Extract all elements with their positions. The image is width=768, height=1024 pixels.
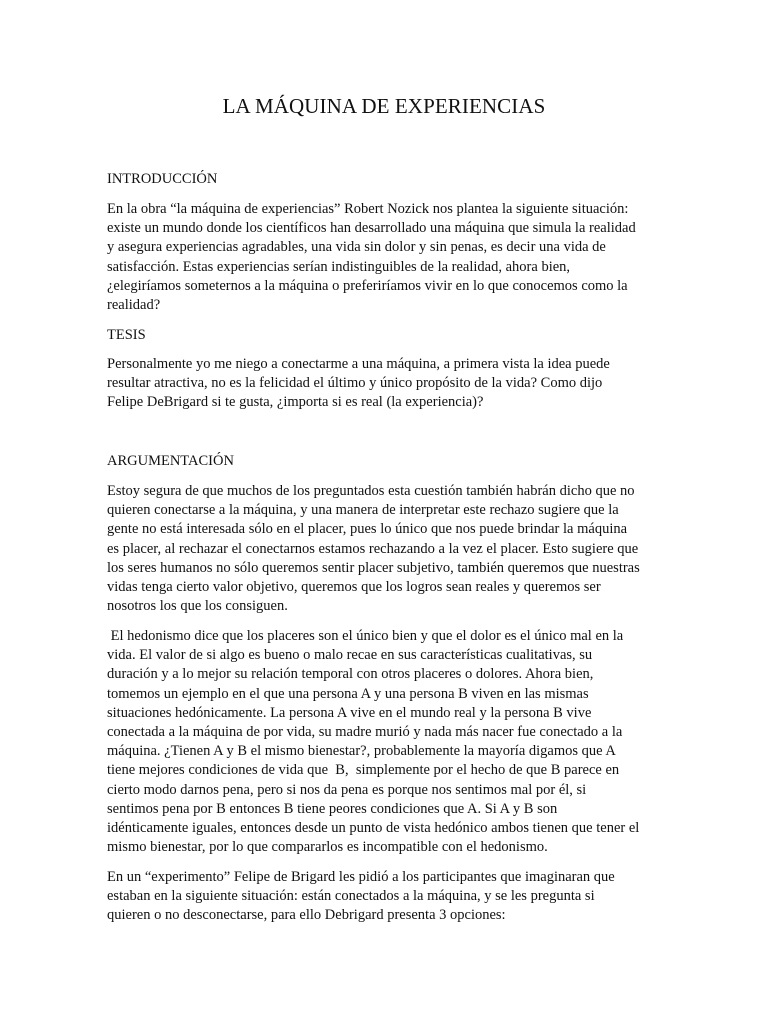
- text-line: quieren conectarse a la máquina, y una manera de interpretar este rechazo sugiere que la: [107, 502, 619, 519]
- text-line: En la obra “la máquina de experiencias” Robert Nozick nos plantea la siguiente situación:: [107, 201, 629, 217]
- section-heading-tesis: TESIS: [107, 327, 146, 343]
- text-line: satisfacción. Estas experiencias serían indistinguibles de la realidad, ahora bien,: [107, 258, 571, 275]
- text-line: cierto modo darnos pena, pero si nos da pena es porque nos sentimos mal por él, si: [107, 781, 587, 798]
- text-line: tiene mejores condiciones de vida que B, simplemente por el hecho de que B parece en: [107, 762, 620, 779]
- text-line: Personalmente yo me niego a conectarme a una máquina, a primera vista la idea puede: [107, 356, 610, 372]
- section-heading-argumentacion: ARGUMENTACIÓN: [107, 453, 234, 469]
- text-line: En un “experimento” Felipe de Brigard les pidió a los participantes que imaginaran que: [107, 869, 615, 885]
- paragraph-introduccion: [107, 200, 667, 315]
- text-line: existe un mundo donde los científicos han desarrollado una máquina que simula la realidad: [107, 220, 636, 237]
- text-line: vidas tenga cierto valor objetivo, queremos que los logros sean reales y queremos ser: [107, 579, 601, 596]
- text-line: El hedonismo dice que los placeres son el único bien y que el dolor es el único mal en la: [107, 628, 624, 644]
- text-line: gente no está interesada sólo en el placer, pues lo único que nos puede brindar la máquina: [107, 521, 628, 538]
- text-line: los seres humanos no sólo queremos sentir placer subjetivo, también queremos que nuestras: [107, 559, 640, 576]
- text-line: Felipe DeBrigard si te gusta, ¿importa si es real (la experiencia)?: [107, 394, 484, 411]
- text-line: quieren o no desconectarse, para ello Debrigard presenta 3 opciones:: [107, 907, 506, 924]
- text-line: idénticamente iguales, entonces desde un punto de vista hedónico ambos tienen que tener el: [107, 820, 640, 837]
- text-line: estaban en la siguiente situación: están conectados a la máquina, y se les pregunta si: [107, 888, 595, 905]
- text-line: realidad?: [107, 297, 161, 314]
- text-line: situaciones hedónicamente. La persona A vive en el mundo real y la persona B vive: [107, 704, 592, 721]
- text-line: conectada a la máquina de por vida, su madre murió y nada más nacer fue conectado a la: [107, 724, 623, 741]
- paragraph-argumentacion-2: [107, 627, 667, 857]
- text-line: Estoy segura de que muchos de los preguntados esta cuestión también habrán dicho que no: [107, 483, 635, 499]
- section-heading-introduccion: INTRODUCCIÓN: [107, 171, 218, 187]
- text-line: es placer, al rechazar el conectarnos estamos rechazando a la vez el placer. Esto sugiere que: [107, 540, 639, 557]
- paragraph-argumentacion-1: [107, 482, 667, 616]
- paragraph-argumentacion-3: [107, 868, 667, 926]
- text-line: duración y a lo mejor su relación temporal con otros placeres o dolores. Ahora bien,: [107, 666, 594, 683]
- text-line: vida. El valor de si algo es bueno o malo recae en sus características cualitativas, su: [107, 647, 593, 664]
- text-line: máquina. ¿Tienen A y B el mismo bienestar?, probablemente la mayoría digamos que A: [107, 743, 616, 760]
- text-line: resultar atractiva, no es la felicidad el último y único propósito de la vida? Como dijo: [107, 375, 603, 392]
- text-line: mismo bienestar, por lo que compararlos es incompatible con el hedonismo.: [107, 839, 548, 856]
- text-line: nosotros los que los consiguen.: [107, 598, 288, 615]
- text-line: sentimos pena por B entonces B tiene peores condiciones que A. Si A y B son: [107, 800, 558, 817]
- text-line: y asegura experiencias agradables, una vida sin dolor y sin penas, es decir una vida de: [107, 239, 606, 256]
- text-line: ¿elegiríamos someternos a la máquina o preferiríamos vivir en lo que conocemos como la: [107, 277, 628, 294]
- page-title: LA MÁQUINA DE EXPERIENCIAS: [222, 94, 546, 118]
- paragraph-tesis: [107, 355, 667, 413]
- text-line: tomemos un ejemplo en el que una persona A y una persona B viven en las mismas: [107, 685, 589, 702]
